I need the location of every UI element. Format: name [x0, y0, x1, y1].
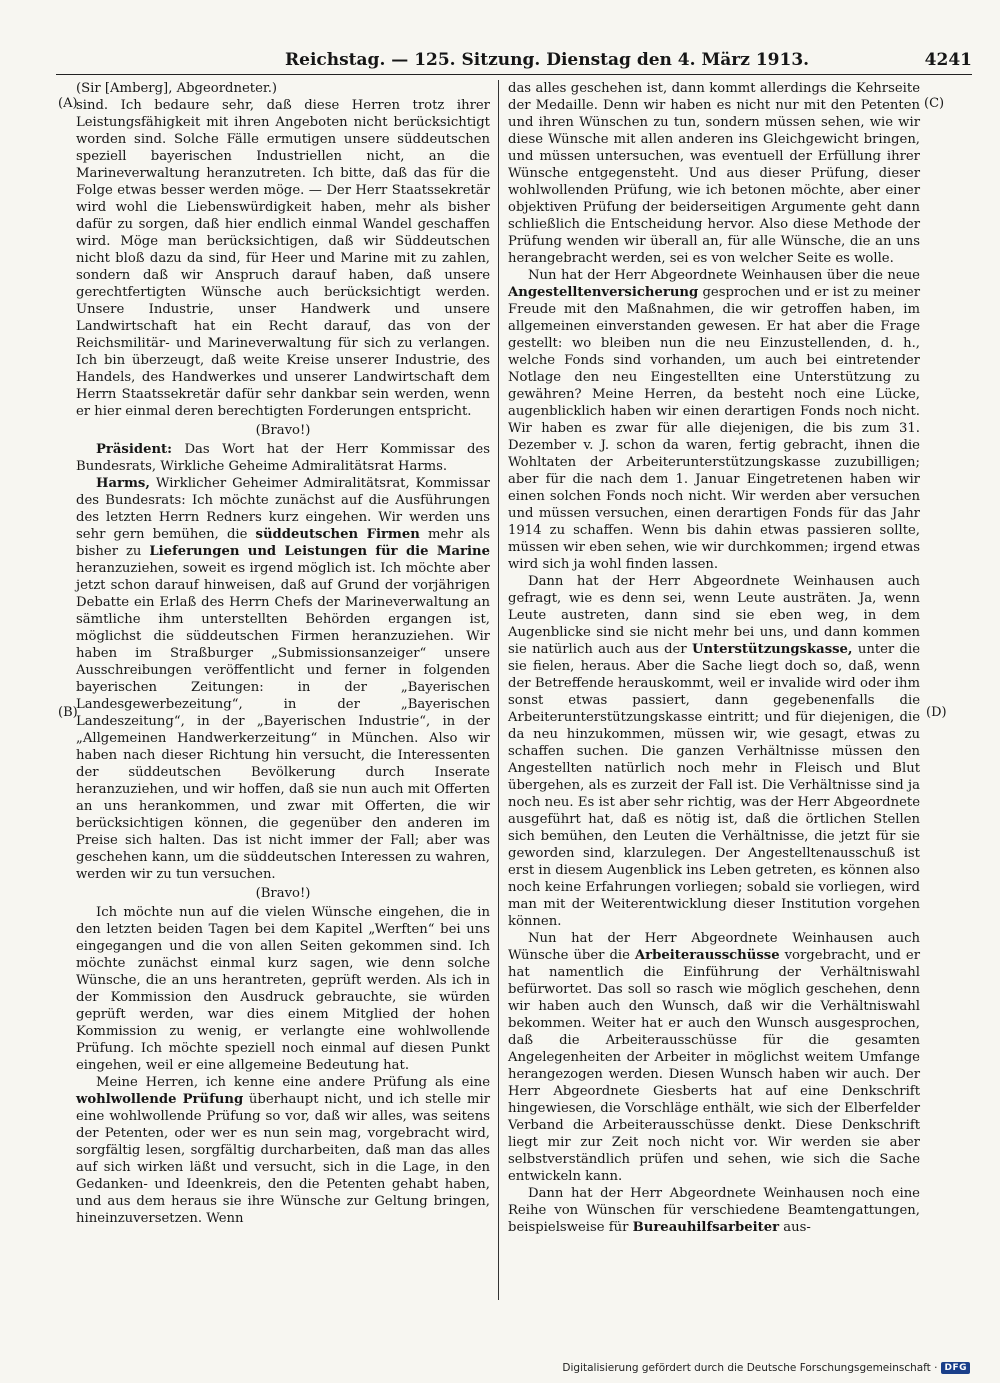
- speaker-note: (Sir [Amberg], Abgeordneter.): [76, 81, 278, 96]
- paragraph: [76, 1074, 490, 1227]
- paragraph-text: mehr als bisher zu: [76, 527, 491, 559]
- header-rule: [56, 74, 972, 75]
- emphasis: Arbeiterausschüsse: [634, 948, 780, 963]
- left-column: [76, 80, 490, 1227]
- page-header: [60, 50, 972, 76]
- paragraph-text: Nun hat der Herr Abgeordnete Weinhausen auch Wünsche über die: [508, 931, 920, 963]
- paragraph-text: Nun hat der Herr Abgeordnete Weinhausen über die neue: [528, 268, 920, 283]
- emphasis: süddeutschen Firmen: [255, 527, 420, 542]
- applause-note: (Bravo!): [255, 423, 311, 438]
- paragraph-text: heranzuziehen, soweit es irgend möglich ist. Ich möchte aber jetzt schon darauf hinweisen, daß auf Grund der vorjährigen Debatte ein Erlaß des Herrn Chefs der Marineverwaltung an sämtliche ihm unterstellten Behörden ergangen ist, möglichst die süddeutschen Firmen heranzuziehen. Wir haben im Straßburger „Submissionsanzeiger“ unsere Ausschreibungen veröffentlicht und ferner in folgenden bayerischen Zeitungen: in der „Bayerischen Landesgewerbezeitung“, in der „Bayerischen Landeszeitung“, in der „Bayerischen Industrie“, in der „Allgemeinen Handwerkerzeitung“ in München. Also wir haben nach dieser Richtung hin versucht, die Interessenten der süddeutschen Bevölkerung durch Inserate heranzuziehen, und wir hoffen, daß sie nun auch mit Offerten an uns herankommen, und zwar mit Offerten, die wir berücksichtigen können, die gegenüber den anderen im Preise sich halten. Das ist nicht immer der Fall; aber was geschehen kann, um die süddeutschen Interessen zu wahren, werden wir zu tun versuchen.: [76, 561, 490, 882]
- paragraph-text: Dann hat der Herr Abgeordnete Weinhausen auch gefragt, wie es denn sei, wenn Leute austräten. Ja, wenn Leute austreten, dann sind sie eben weg, in dem Augenblicke sind sie nicht mehr bei uns, und dann kommen sie natürlich auch aus der: [508, 574, 920, 657]
- paragraph-text: vorgebracht, und er hat namentlich die Einführung der Verhältniswahl befürwortet. Das soll so rasch wie möglich geschehen, denn wir haben auch den Wunsch, daß wir die Verhältniswahl bekommen. Weiter hat er auch den Wunsch ausgesprochen, daß die Arbeiterausschüsse für die gesamten Angelegenheiten der Arbeiter in möglichst weitem Umfange herangezogen werden. Diesen Wunsch haben wir auch. Der Herr Abgeordnete Giesberts hat auf eine Denkschrift hingewiesen, die Vorschläge enthält, wie sich der Elberfelder Verband die Arbeiterausschüsse denkt. Diese Denkschrift liegt mir zur Zeit noch nicht vor. Wir werden sie aber selbstverständlich prüfen und sehen, wie sich die Sache entwickeln kann.: [508, 948, 920, 1184]
- paragraph: [508, 573, 920, 930]
- margin-marker-a: (A): [58, 96, 78, 111]
- footer-credit: [562, 1362, 970, 1374]
- paragraph: sind. Ich bedaure sehr, daß diese Herren trotz ihrer Leistungsfähigkeit mit ihren Angeboten nicht berücksichtigt worden sind. Solche Fälle ermutigen unsere süddeutschen speziell bayerischen Industriellen nicht, an die Marineverwaltung heranzutreten. Ich bitte, daß das für die Folge etwas besser werden möge. — Der Herr Staatssekretär wird wohl die Liebenswürdigkeit haben, mehr als bisher dafür zu sorgen, daß hier endlich einmal Wandel geschaffen wird. Möge man berücksichtigen, daß wir Süddeutschen nicht bloß dazu da sind, für Heer und Marine mit zu zahlen, sondern daß wir Anspruch darauf haben, daß unsere gerechtfertigten Wünsche auch berücksichtigt werden. Unsere Industrie, unser Handwerk und unsere Landwirtschaft hat ein Recht darauf, das von der Reichsmilitär- und Marineverwaltung für sich zu verlangen. Ich bin überzeugt, daß weite Kreise unserer Industrie, des Handels, des Handwerkes und unserer Landwirtschaft dem Herrn Staatssekretär dafür sehr dankbar sein werden, wenn er hier einmal deren berechtigten Forderungen entspricht.: [76, 98, 490, 419]
- speaker-name: Präsident:: [96, 442, 173, 457]
- paragraph-text: aus-: [779, 1220, 811, 1235]
- margin-marker-c: (C): [924, 96, 945, 111]
- margin-marker-b: (B): [58, 705, 78, 720]
- paragraph-text: Meine Herren, ich kenne eine andere Prüfung als eine: [96, 1075, 490, 1090]
- right-column: [508, 80, 920, 1236]
- paragraph-text: gesprochen und er ist zu meiner Freude mit den Maßnahmen, die wir getroffen haben, im allgemeinen einverstanden gewesen. Er hat aber die Frage gestellt: wo bleiben nun die neu Einzustellenden, d. h., welche Fonds sind vorhanden, um auch bei eintretender Notlage den neu Eingestellten eine Unterstützung zu gewähren? Meine Herren, da besteht noch eine Lücke, augenblicklich haben wir einen derartigen Fonds noch nicht. Wir haben es zwar für alle diejenigen, die bis zum 31. Dezember v. J. schon da waren, fertig gebracht, ihnen die Wohltaten der Arbeiterunterstützungskasse zuzubilligen; aber für die nach dem 1. Januar Eingetretenen haben wir einen solchen Fonds noch nicht. Wir werden aber versuchen und müssen versuchen, einen derartigen Fonds für das Jahr 1914 zu schaffen. Wenn bis dahin etwas passieren sollte, müssen wir eben sehen, wie wir durchkommen; irgend etwas wird sich ja wohl finden lassen.: [508, 285, 920, 572]
- paragraph: [76, 475, 490, 883]
- footer-text: Digitalisierung gefördert durch die Deutsche Forschungsgemeinschaft ·: [562, 1362, 938, 1374]
- emphasis: Unterstützungskasse,: [691, 642, 853, 657]
- dfg-logo: DFG: [941, 1362, 970, 1374]
- paragraph: [508, 267, 920, 573]
- emphasis: Bureauhilfsarbeiter: [632, 1220, 780, 1235]
- emphasis: Lieferungen und Leistungen für die Marine: [149, 544, 490, 559]
- page-number: 4241: [924, 50, 972, 70]
- emphasis: wohlwollende Prüfung: [76, 1092, 244, 1107]
- paragraph: das alles geschehen ist, dann kommt allerdings die Kehrseite der Medaille. Denn wir haben es nicht nur mit den Petenten und ihren Wünschen zu tun, sondern müssen sehen, wie wir diese Wünsche mit allen anderen ins Gleichgewicht bringen, und müssen untersuchen, was eventuell der Erfüllung ihrer Wünsche entgegensteht. Und aus dieser Prüfung, dieser wohlwollenden Prüfung, wie ich betonen möchte, aber einer objektiven Prüfung der beiderseitigen Argumente geht dann schließlich die Entscheidung hervor. Also diese Methode der Prüfung wenden wir überall an, für alle Wünsche, die an uns herangebracht werden, sei es von welcher Seite es wolle.: [508, 81, 920, 266]
- paragraph-text: unter die sie fielen, heraus. Aber die Sache liegt doch so, daß, wenn der Betreffende herauskommt, weil er invalide wird oder ihm sonst etwas passiert, dann gegebenenfalls die Arbeiterunterstützungskasse eintritt; und für diejenigen, die da neu hinzukommen, müssen wir, wie gesagt, etwas zu schaffen suchen. Die ganzen Verhältnisse müssen den Angestellten natürlich noch mehr in Fleisch und Blut übergehen, als es zurzeit der Fall ist. Die Verhältnisse sind ja noch neu. Es ist aber sehr richtig, was der Herr Abgeordnete ausgeführt hat, daß es nötig ist, daß die örtlichen Stellen sich bemühen, den Leuten die Verhältnisse, die jetzt für sie geworden sind, klarzulegen. Der Angestelltenausschuß ist erst in diesem Augenblick ins Leben getreten, es können also noch keine Erfahrungen vorliegen; sobald sie vorliegen, wird man mit der Weiterentwicklung dieser Institution vorgehen können.: [508, 642, 920, 929]
- emphasis: Angestelltenversicherung: [508, 285, 699, 300]
- paragraph-text: überhaupt nicht, und ich stelle mir eine wohlwollende Prüfung so vor, daß wir alles, was seitens der Petenten, oder wer es nun sein mag, vorgebracht wird, sorgfältig lesen, sorgfältig durcharbeiten, daß man das alles auf sich wirken läßt und versucht, sich in die Lage, in den Gedanken- und Ideenkreis, den die Petenten gehabt haben, und aus dem heraus sie ihre Wünsche zur Geltung bringen, hineinzuversetzen. Wenn: [76, 1092, 490, 1226]
- paragraph-text: Das Wort hat der Herr Kommissar des Bundesrats, Wirkliche Geheime Admiralitätsrat Harms.: [76, 442, 490, 474]
- speaker-name: Harms,: [96, 476, 150, 491]
- paragraph: Ich möchte nun auf die vielen Wünsche eingehen, die in den letzten beiden Tagen bei dem Kapitel „Werften“ bei uns eingegangen und die von allen Seiten gekommen sind. Ich möchte zunächst einmal kurz sagen, wie denn solche Wünsche, die an uns herantreten, geprüft werden. Als ich in der Kommission den Ausdruck gebrauchte, sie würden geprüft werden, war dies einem Mitglied der hohen Kommission zu wenig, er verlangte eine wohlwollende Prüfung. Ich möchte speziell noch einmal auf diesen Punkt eingehen, weil er eine allgemeine Bedeutung hat.: [76, 905, 490, 1073]
- applause-note: (Bravo!): [255, 886, 311, 901]
- paragraph-text: Wirklicher Geheimer Admiralitätsrat, Kommissar des Bundesrats: Ich möchte zunächst auf die Ausführungen des letzten Herrn Redners kurz eingehen. Wir werden uns sehr gern bemühen, die: [76, 476, 490, 542]
- paragraph: [508, 930, 920, 1185]
- paragraph: [76, 441, 490, 475]
- header-title: Reichstag. — 125. Sitzung. Dienstag den 4. März 1913.: [285, 50, 810, 70]
- margin-marker-d: (D): [926, 705, 947, 720]
- paragraph-text: Dann hat der Herr Abgeordnete Weinhausen noch eine Reihe von Wünschen für verschiedene Beamtengattungen, beispielsweise für: [508, 1186, 920, 1235]
- paragraph: [508, 1185, 920, 1236]
- column-divider: [498, 80, 499, 1300]
